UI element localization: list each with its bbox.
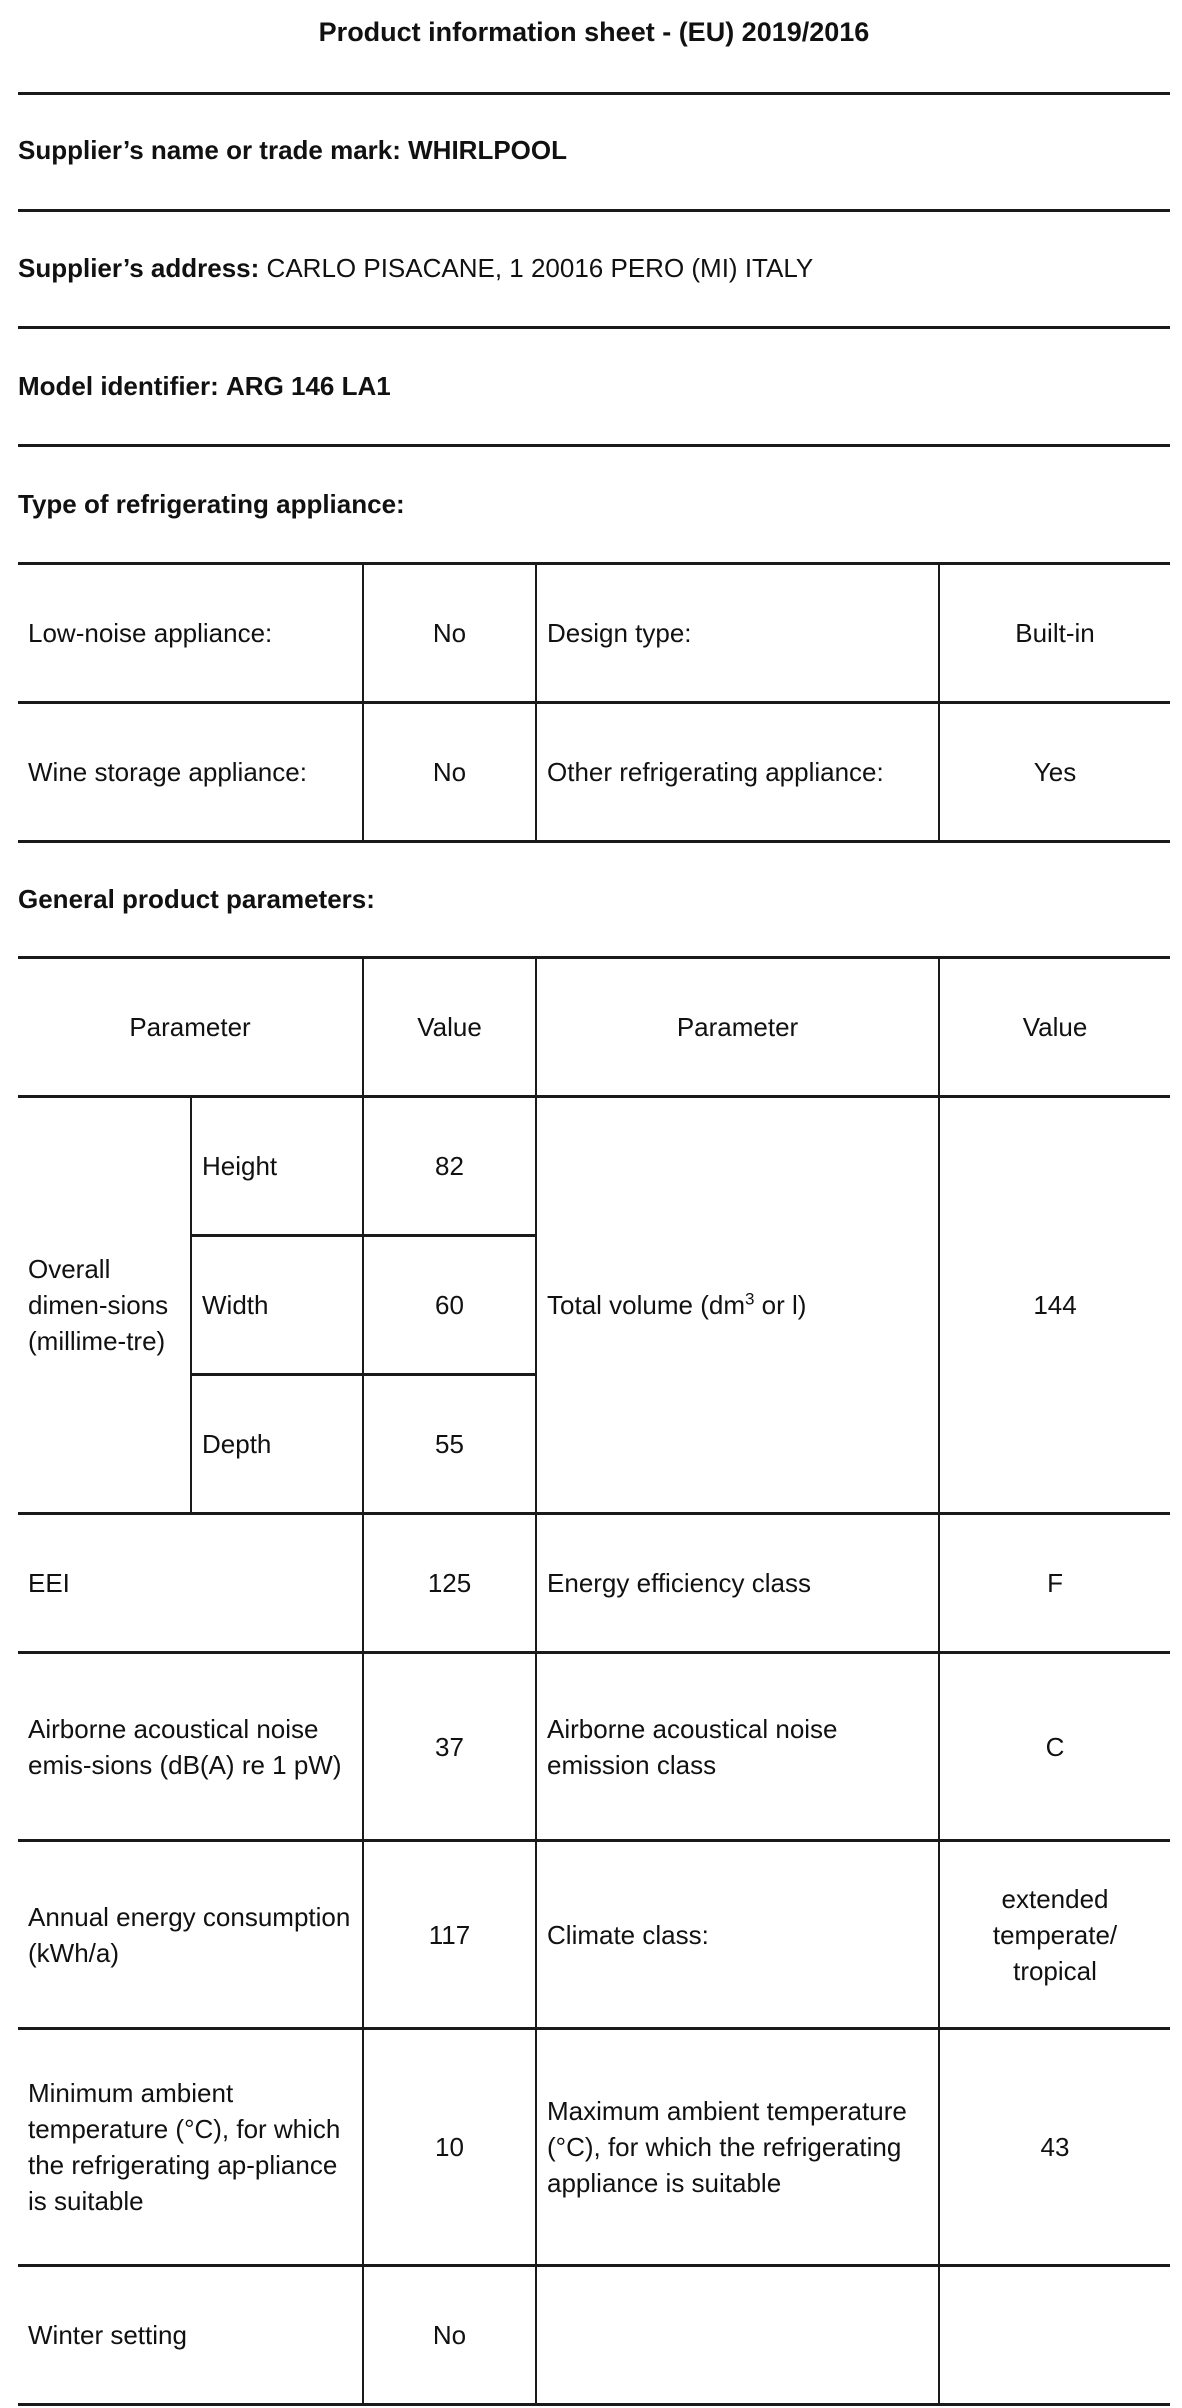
design-type-label: Design type:	[536, 564, 939, 703]
energy-class-value: F	[939, 1514, 1170, 1653]
table-row	[18, 2029, 1170, 2266]
depth-label: Depth	[191, 1375, 363, 1514]
supplier-name-label: Supplier’s name or trade mark:	[18, 135, 401, 165]
table-row	[18, 1653, 1170, 1841]
table-row	[18, 1841, 1170, 2029]
table-header-row	[18, 958, 1170, 1097]
divider	[18, 444, 1170, 447]
noise-emissions-label: Airborne acoustical noise emis-sions (dB(A) re 1 pW)	[18, 1653, 363, 1841]
divider	[18, 92, 1170, 95]
height-value: 82	[363, 1097, 536, 1236]
noise-class-label: Airborne acoustical noise emission class	[536, 1653, 939, 1841]
header-parameter: Parameter	[536, 958, 939, 1097]
total-volume-label	[536, 1097, 939, 1514]
table-row	[18, 564, 1170, 703]
other-appliance-value: Yes	[939, 703, 1170, 842]
low-noise-label: Low-noise appliance:	[18, 564, 363, 703]
width-label: Width	[191, 1236, 363, 1375]
parameters-table	[18, 956, 1170, 2406]
divider	[18, 326, 1170, 329]
divider	[18, 209, 1170, 212]
min-temp-value: 10	[363, 2029, 536, 2266]
height-label: Height	[191, 1097, 363, 1236]
supplier-address-label: Supplier’s address:	[18, 253, 260, 283]
header-value: Value	[363, 958, 536, 1097]
annual-energy-label: Annual energy consumption (kWh/a)	[18, 1841, 363, 2029]
noise-emissions-value: 37	[363, 1653, 536, 1841]
header-parameter: Parameter	[18, 958, 363, 1097]
min-temp-label: Minimum ambient temperature (°C), for which the refrigerating ap-pliance is suitable	[18, 2029, 363, 2266]
type-heading: Type of refrigerating appliance:	[18, 489, 405, 519]
header-value: Value	[939, 958, 1170, 1097]
eei-label: EEI	[18, 1514, 363, 1653]
low-noise-value: No	[363, 564, 536, 703]
empty-cell	[536, 2266, 939, 2405]
other-appliance-label: Other refrigerating appliance:	[536, 703, 939, 842]
design-type-value: Built-in	[939, 564, 1170, 703]
supplier-name-line	[18, 130, 1170, 170]
supplier-address-line	[18, 248, 1170, 288]
total-volume-label-pre: Total volume (dm	[547, 1290, 745, 1320]
eei-value: 125	[363, 1514, 536, 1653]
width-value: 60	[363, 1236, 536, 1375]
climate-class-label: Climate class:	[536, 1841, 939, 2029]
model-identifier-value: ARG 146 LA1	[226, 371, 391, 401]
dimensions-label: Overall dimen-sions (millime-tre)	[18, 1097, 191, 1514]
model-identifier-line	[18, 366, 1170, 406]
climate-class-value: extended temperate/ tropical	[939, 1841, 1170, 2029]
table-row	[18, 2266, 1170, 2405]
table-row	[18, 1097, 1170, 1236]
winter-setting-value: No	[363, 2266, 536, 2405]
supplier-name-value: WHIRLPOOL	[408, 135, 568, 165]
energy-class-label: Energy efficiency class	[536, 1514, 939, 1653]
page-title: Product information sheet - (EU) 2019/2016	[318, 17, 870, 47]
empty-cell	[939, 2266, 1170, 2405]
depth-value: 55	[363, 1375, 536, 1514]
annual-energy-value: 117	[363, 1841, 536, 2029]
wine-storage-label: Wine storage appliance:	[18, 703, 363, 842]
table-row	[18, 1514, 1170, 1653]
general-heading: General product parameters:	[18, 884, 375, 914]
total-volume-sup: 3	[744, 1289, 755, 1309]
total-volume-value: 144	[939, 1097, 1170, 1514]
supplier-address-value: CARLO PISACANE, 1 20016 PERO (MI) ITALY	[266, 253, 814, 283]
type-table	[18, 562, 1170, 843]
total-volume-label-post: or l)	[754, 1290, 807, 1320]
wine-storage-value: No	[363, 703, 536, 842]
table-row	[18, 703, 1170, 842]
winter-setting-label: Winter setting	[18, 2266, 363, 2405]
max-temp-value: 43	[939, 2029, 1170, 2266]
noise-class-value: C	[939, 1653, 1170, 1841]
model-identifier-label: Model identifier:	[18, 371, 219, 401]
max-temp-label: Maximum ambient temperature (°C), for which the refrigerating appliance is suitable	[536, 2029, 939, 2266]
